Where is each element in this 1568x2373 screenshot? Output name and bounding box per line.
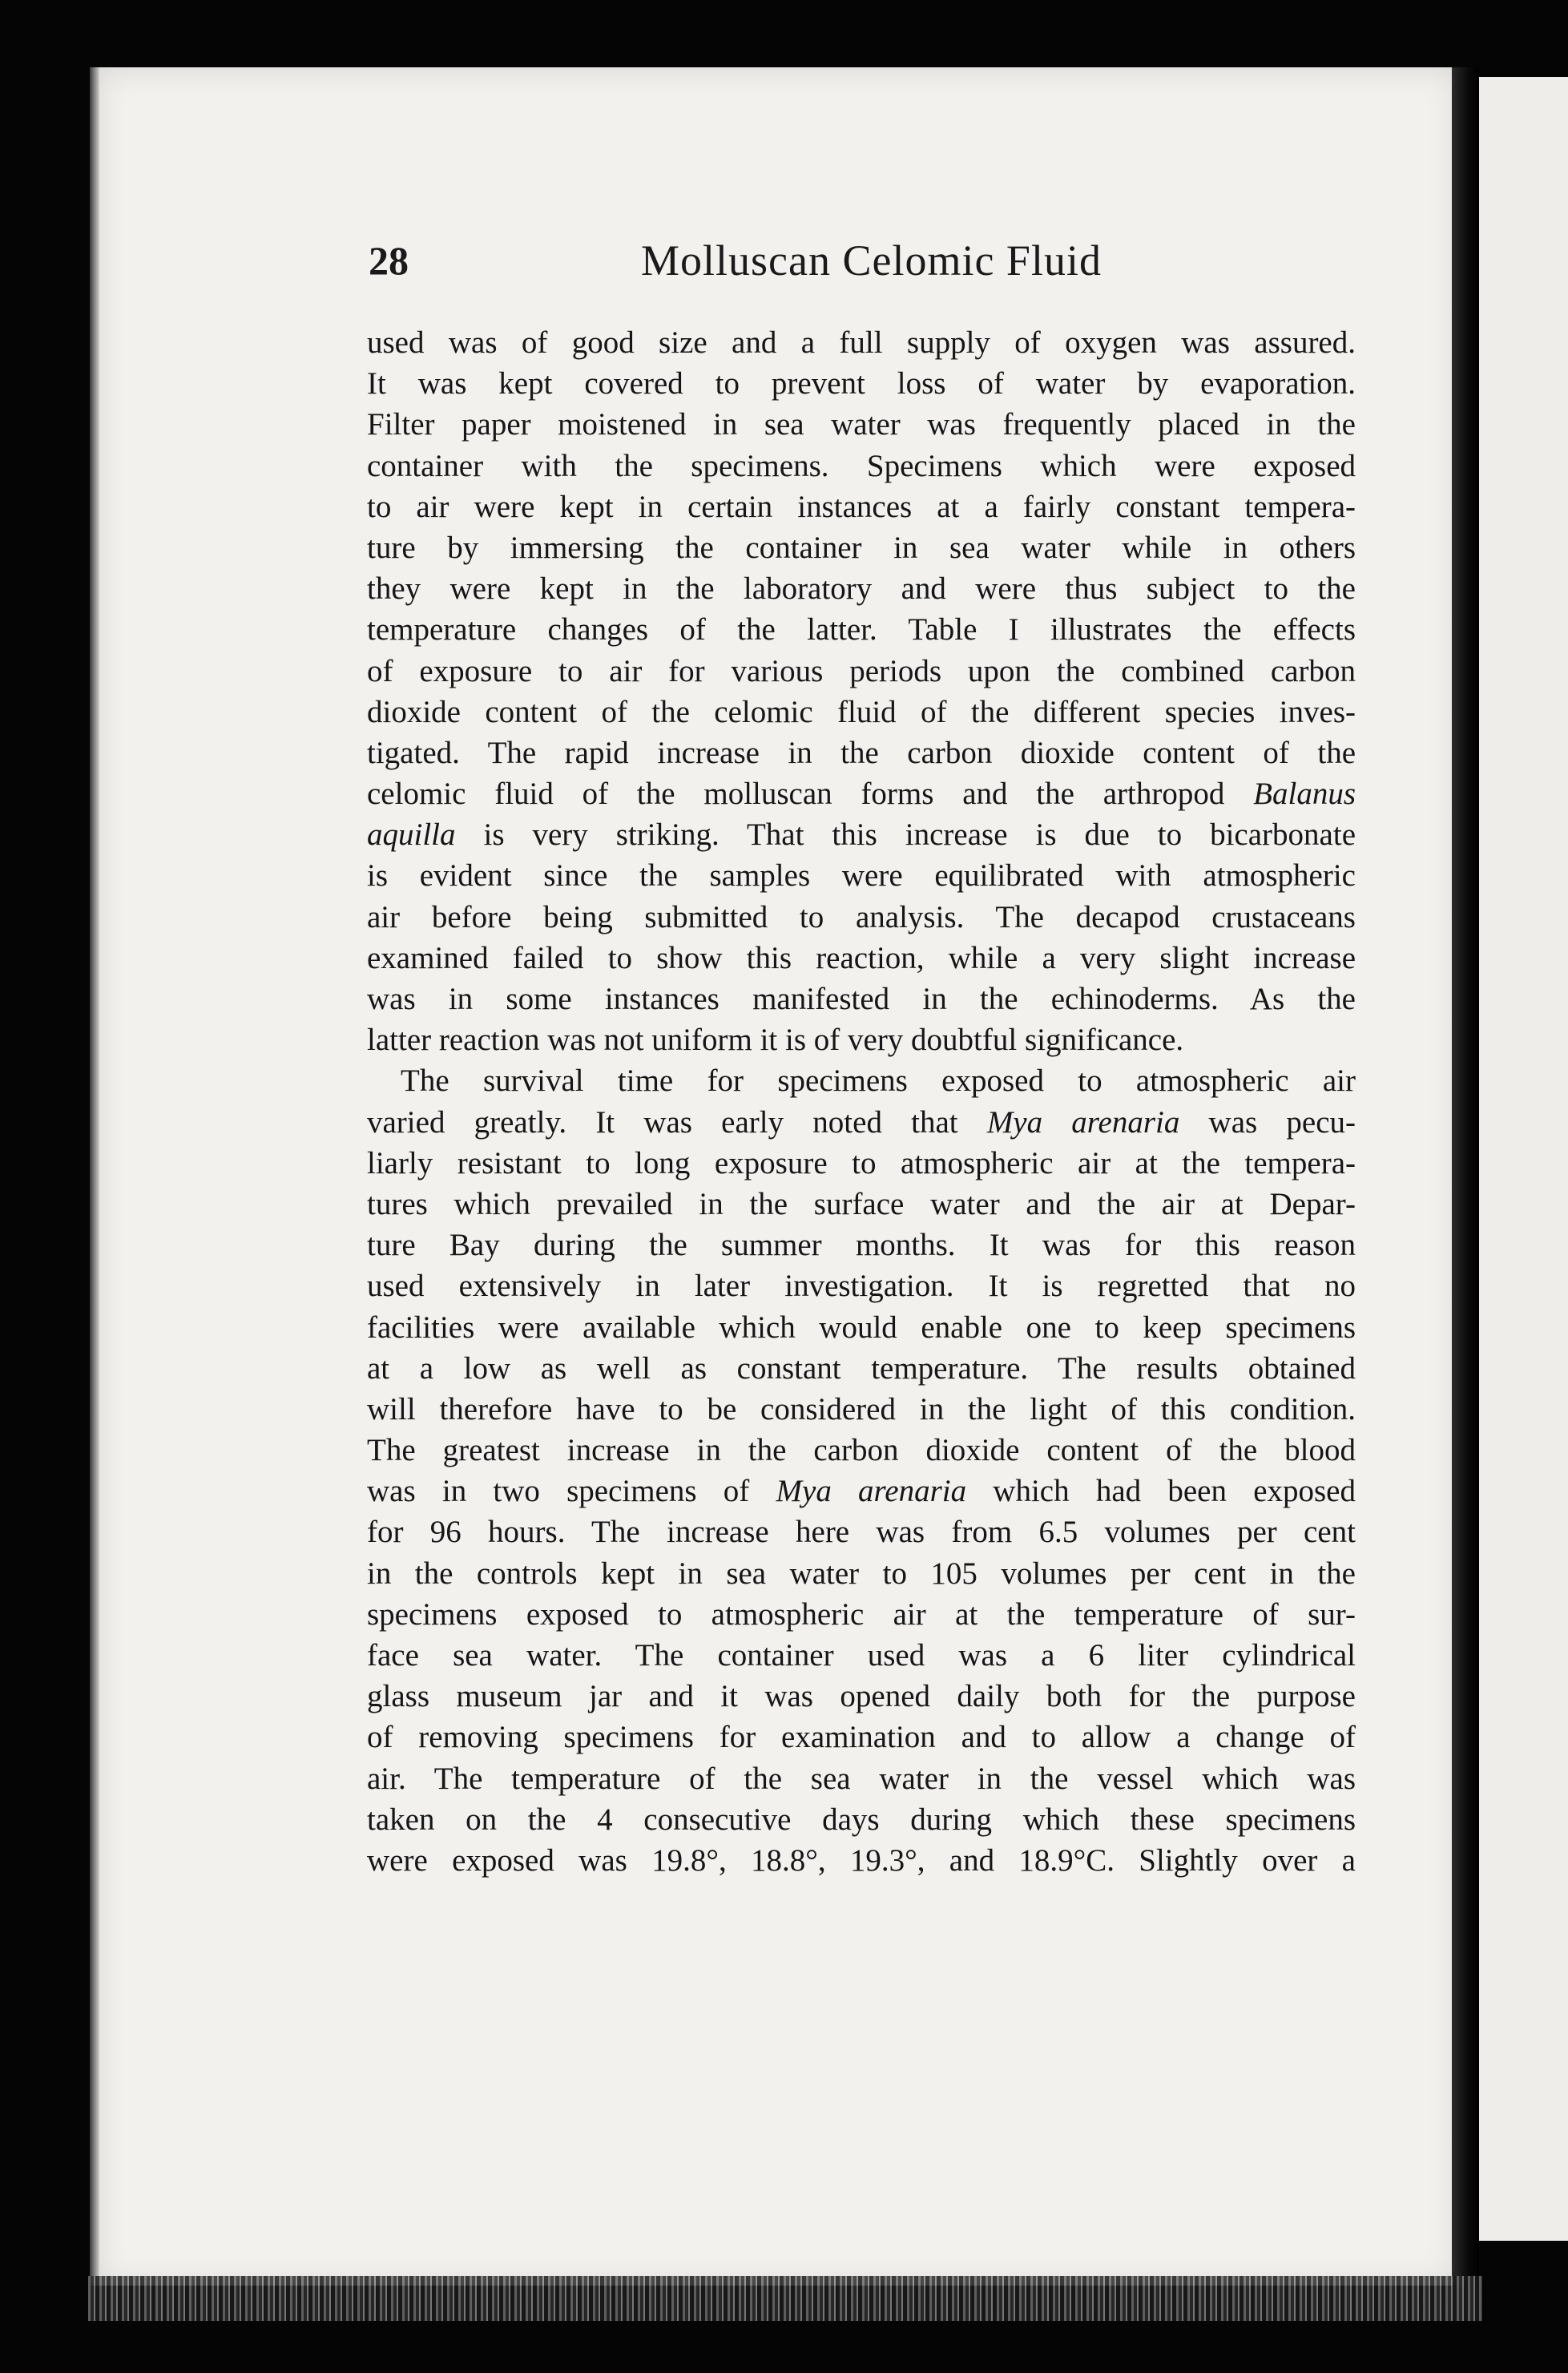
paragraph-1: [367, 322, 1356, 1060]
text-line: of exposure to air for various periods upon the combined carbon: [367, 653, 1356, 688]
running-head: Molluscan Celomic Fluid: [641, 236, 1102, 285]
text-line: tigated. The rapid increase in the carbon dioxide content of the: [367, 735, 1356, 770]
text-line: taken on the 4 consecutive days during which these specimens: [367, 1802, 1356, 1837]
text-line: was in two specimens of Mya arenaria which had been exposed: [367, 1474, 1356, 1509]
scan-bottom-band: [88, 2276, 1482, 2321]
text-line: specimens exposed to atmospheric air at the temperature of sur-: [367, 1596, 1356, 1632]
paragraph-2: [367, 1060, 1356, 1881]
text-line: air before being submitted to analysis. The decapod crustaceans: [367, 899, 1356, 934]
text-line: container with the specimens. Specimens which were exposed: [367, 448, 1356, 483]
text-line: were exposed was 19.8°, 18.8°, 19.3°, and 18.9°C. Slightly over a: [367, 1842, 1356, 1878]
text-line: used was of good size and a full supply of oxygen was assured.: [367, 325, 1356, 360]
text-line: for 96 hours. The increase here was from 6.5 volumes per cent: [367, 1515, 1356, 1550]
body-text: [367, 322, 1356, 1881]
page-number: 28: [369, 238, 409, 283]
text-line: aquilla is very striking. That this increase is due to bicarbonate: [367, 817, 1356, 853]
text-line: is evident since the samples were equilibrated with atmospheric: [367, 858, 1356, 894]
text-line: will therefore have to be considered in the light of this condition.: [367, 1391, 1356, 1427]
text-line: facilities were available which would enable one to keep specimens: [367, 1310, 1356, 1345]
text-line: latter reaction was not uniform it is of very doubtful significance.: [367, 1023, 1184, 1058]
text-line: of removing specimens for examination and to allow a change of: [367, 1720, 1356, 1755]
text-line: at a low as well as constant temperature. The results obtained: [367, 1350, 1356, 1386]
text-line: used extensively in later investigation. It is regretted that no: [367, 1269, 1356, 1304]
text-line: ture Bay during the summer months. It was for this reason: [367, 1228, 1356, 1263]
text-line: celomic fluid of the molluscan forms and the arthropod Balanus: [367, 777, 1356, 812]
text-line: in the controls kept in sea water to 105 volumes per cent in the: [367, 1556, 1356, 1591]
page-left-edge: [90, 67, 99, 2286]
text-line: liarly resistant to long exposure to atmospheric air at the tempera-: [367, 1145, 1356, 1180]
page-gutter-shadow: [1452, 67, 1479, 2286]
text-line: was in some instances manifested in the echinoderms. As the: [367, 982, 1356, 1016]
text-line: The greatest increase in the carbon dioxide content of the blood: [367, 1433, 1356, 1468]
text-line: It was kept covered to prevent loss of water by evaporation.: [367, 366, 1356, 402]
text-line: ture by immersing the container in sea water while in others: [367, 530, 1356, 565]
text-line: The survival time for specimens exposed to atmospheric air: [401, 1063, 1356, 1099]
text-line: Filter paper moistened in sea water was frequently placed in the: [367, 407, 1356, 442]
text-line: air. The temperature of the sea water in the vessel which was: [367, 1761, 1356, 1796]
text-line: tures which prevailed in the surface water and the air at Depar-: [367, 1186, 1356, 1221]
facing-page-edge: [1479, 77, 1568, 2241]
text-line: varied greatly. It was early noted that Mya arenaria was pecu-: [367, 1104, 1356, 1140]
text-line: to air were kept in certain instances at a fairly constant tempera-: [367, 489, 1356, 524]
page-header: [369, 232, 1362, 289]
text-line: they were kept in the laboratory and were thus subject to the: [367, 571, 1356, 607]
text-line: dioxide content of the celomic fluid of the different species inves-: [367, 694, 1356, 729]
text-line: face sea water. The container used was a 6 liter cylindrical: [367, 1638, 1356, 1673]
text-line: glass museum jar and it was opened daily both for the purpose: [367, 1679, 1356, 1714]
text-line: examined failed to show this reaction, while a very slight increase: [367, 940, 1356, 975]
text-line: temperature changes of the latter. Table I illustrates the effects: [367, 612, 1356, 648]
